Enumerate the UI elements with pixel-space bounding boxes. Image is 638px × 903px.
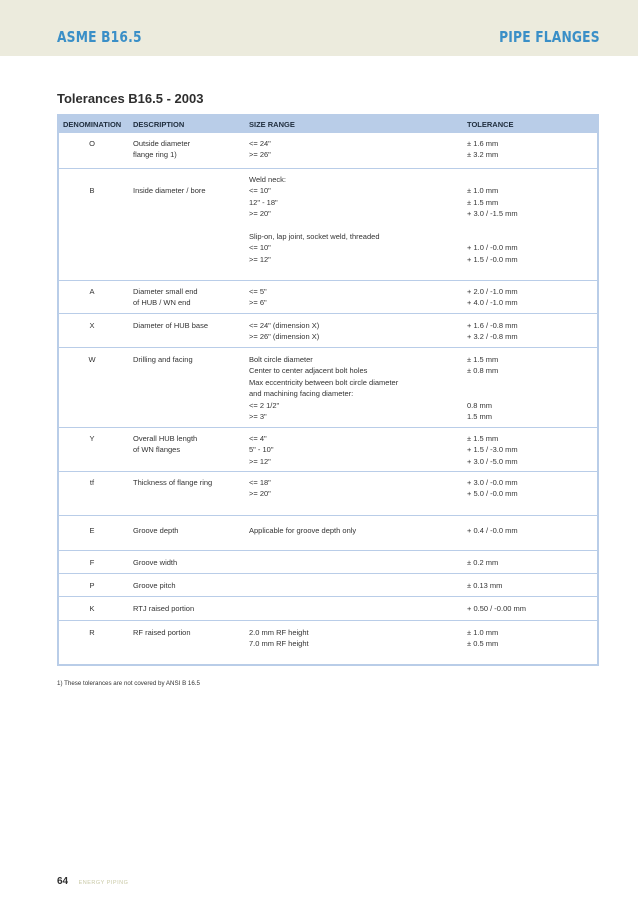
cell-size-range [245, 281, 463, 314]
cell-description-line: flange ring 1) [133, 150, 177, 160]
tolerances-table [57, 114, 599, 666]
cell-size-range-line: >= 12" [249, 456, 271, 466]
cell-size-range-line: Bolt circle diameter [249, 355, 313, 364]
cell-description-line: Inside diameter / bore [133, 186, 206, 196]
cell-tolerance [463, 428, 597, 472]
cell-tolerance-line: + 1.6 / -0.8 mm [467, 321, 518, 330]
cell-description [129, 169, 245, 281]
cell-size-range [245, 133, 463, 169]
cell-description [129, 428, 245, 472]
table-header-row [59, 116, 597, 133]
cell-size-range-line: 7.0 mm RF height [249, 639, 309, 649]
cell-description-line: Groove width [133, 558, 178, 567]
cell-denomination: X [59, 314, 129, 348]
cell-size-range-line: >= 20" [249, 209, 271, 219]
cell-tolerance-line: + 3.0 / -5.0 mm [467, 456, 518, 466]
cell-tolerance-line: + 2.0 / -1.0 mm [467, 287, 518, 296]
cell-denomination: Y [59, 428, 129, 472]
cell-tolerance-line [467, 174, 593, 185]
cell-size-range-line: <= 4" [249, 434, 267, 443]
page-number: 64 [57, 876, 69, 887]
column-header-description: DESCRIPTION [129, 116, 245, 133]
cell-size-range-line [249, 557, 459, 568]
cell-tolerance [463, 133, 597, 169]
cell-size-range-line: >= 26" (dimension X) [249, 332, 320, 342]
cell-size-range-line: Center to center adjacent bolt holes [249, 366, 368, 376]
cell-description-line: Diameter small end [133, 287, 198, 296]
cell-denomination: K [59, 597, 129, 621]
cell-description [129, 574, 245, 597]
cell-denomination: tf [59, 472, 129, 516]
cell-tolerance-line [467, 388, 593, 399]
cell-tolerance [463, 314, 597, 348]
cell-size-range [245, 314, 463, 348]
cell-size-range [245, 516, 463, 551]
cell-tolerance [463, 621, 597, 667]
cell-size-range-line: >= 12" [249, 254, 271, 264]
cell-size-range [245, 597, 463, 621]
cell-size-range-line [249, 603, 459, 614]
cell-denomination: R [59, 621, 129, 667]
cell-description [129, 551, 245, 574]
cell-tolerance-line: + 0.50 / -0.00 mm [467, 604, 526, 613]
cell-size-range [245, 472, 463, 516]
table-row [59, 574, 597, 597]
cell-description-line: Outside diameter [133, 139, 191, 148]
cell-description [129, 314, 245, 348]
cell-tolerance-line: + 3.0 / -1.5 mm [467, 209, 518, 219]
cell-description [129, 472, 245, 516]
cell-size-range-line: Max eccentricity between bolt circle diameter [249, 377, 399, 387]
cell-tolerance [463, 516, 597, 551]
cell-description-line: Drilling and facing [133, 355, 193, 364]
table-row [59, 314, 597, 348]
table-row [59, 597, 597, 621]
cell-size-range [245, 621, 463, 667]
cell-tolerance-line: ± 1.0 mm [467, 628, 499, 637]
cell-denomination: A [59, 281, 129, 314]
cell-size-range-line: <= 10" [249, 243, 271, 253]
cell-size-range [245, 348, 463, 428]
column-header-denomination: DENOMINATION [59, 116, 129, 133]
cell-size-range-line: 12" - 18" [249, 197, 278, 207]
cell-size-range-line: <= 2 1/2" [249, 400, 280, 410]
table-row [59, 281, 597, 314]
cell-tolerance [463, 597, 597, 621]
cell-description-line: RTJ raised portion [133, 604, 195, 613]
cell-tolerance-line [467, 377, 593, 388]
cell-size-range [245, 169, 463, 281]
header-section-title: ASME B16.5 [57, 28, 142, 46]
cell-size-range [245, 551, 463, 574]
cell-tolerance-line: ± 1.5 mm [467, 197, 499, 207]
column-header-size-range: SIZE RANGE [245, 116, 463, 133]
cell-description-line: Groove pitch [133, 581, 176, 590]
cell-size-range-line: Slip-on, lap joint, socket weld, threaded [249, 232, 380, 242]
cell-tolerance-line: ± 0.13 mm [467, 581, 503, 590]
cell-description [129, 597, 245, 621]
cell-description-line: RF raised portion [133, 628, 191, 637]
table-row [59, 348, 597, 428]
cell-tolerance-line: ± 1.5 mm [467, 355, 499, 364]
cell-tolerance-line: ± 1.5 mm [467, 434, 499, 443]
cell-tolerance-line: + 5.0 / -0.0 mm [467, 489, 518, 499]
cell-size-range-line: 5" - 10" [249, 445, 274, 455]
cell-size-range-line: <= 24" [249, 139, 271, 148]
column-header-tolerance: TOLERANCE [463, 116, 597, 133]
page-header [0, 0, 638, 56]
cell-tolerance-line: ± 1.0 mm [467, 186, 499, 196]
cell-size-range-line: >= 3" [249, 412, 267, 422]
cell-tolerance-line [467, 231, 593, 242]
cell-description [129, 281, 245, 314]
cell-description [129, 516, 245, 551]
cell-size-range-line: Weld neck: [249, 175, 286, 184]
table-row [59, 472, 597, 516]
cell-size-range-line: <= 5" [249, 287, 267, 296]
cell-size-range-line: >= 26" [249, 150, 271, 160]
cell-size-range-line: and machining facing diameter: [249, 389, 354, 399]
cell-tolerance-line: ± 3.2 mm [467, 150, 499, 160]
cell-denomination: F [59, 551, 129, 574]
table-row [59, 551, 597, 574]
cell-tolerance-line: 1.5 mm [467, 412, 493, 422]
cell-denomination: O [59, 133, 129, 169]
footnote: 1) These tolerances are not covered by ANSI B 16.5 [57, 680, 200, 687]
cell-description-line [133, 174, 241, 185]
cell-denomination: W [59, 348, 129, 428]
cell-tolerance-line [467, 220, 593, 231]
cell-size-range-line: <= 24" (dimension X) [249, 321, 320, 330]
cell-size-range-line: >= 6" [249, 298, 267, 308]
cell-size-range-line: Applicable for groove depth only [249, 526, 357, 535]
page-footer [57, 871, 128, 889]
cell-size-range-line [249, 580, 459, 591]
cell-tolerance-line: + 4.0 / -1.0 mm [467, 298, 518, 308]
header-category-title: PIPE FLANGES [499, 28, 600, 46]
cell-description-line: of WN flanges [133, 445, 181, 455]
cell-description [129, 348, 245, 428]
cell-tolerance-line: ± 0.8 mm [467, 366, 499, 376]
table-row [59, 133, 597, 169]
cell-denomination: B [59, 169, 129, 281]
table-row [59, 621, 597, 667]
table-row [59, 516, 597, 551]
cell-tolerance-line: ± 0.2 mm [467, 558, 499, 567]
footer-brand: ENERGY PIPING [78, 880, 129, 886]
cell-denomination: P [59, 574, 129, 597]
cell-size-range [245, 428, 463, 472]
cell-size-range-line: 2.0 mm RF height [249, 628, 309, 637]
cell-size-range-line: <= 18" [249, 478, 271, 487]
cell-description [129, 621, 245, 667]
table-row [59, 428, 597, 472]
cell-description-line: Overall HUB length [133, 434, 198, 443]
page-title: Tolerances B16.5 - 2003 [57, 91, 204, 106]
cell-tolerance [463, 348, 597, 428]
cell-tolerance-line: + 1.0 / -0.0 mm [467, 243, 518, 253]
cell-tolerance-line: + 1.5 / -0.0 mm [467, 254, 518, 264]
cell-description-line: of HUB / WN end [133, 298, 191, 308]
cell-tolerance-line: + 3.2 / -0.8 mm [467, 332, 518, 342]
cell-tolerance-line: ± 0.5 mm [467, 639, 499, 649]
cell-tolerance [463, 281, 597, 314]
cell-denomination: E [59, 516, 129, 551]
cell-size-range-line [249, 220, 459, 231]
cell-description [129, 133, 245, 169]
cell-description-line: Diameter of HUB base [133, 321, 209, 330]
cell-tolerance [463, 574, 597, 597]
cell-tolerance-line: ± 1.6 mm [467, 139, 499, 148]
cell-tolerance-line: + 0.4 / -0.0 mm [467, 526, 518, 535]
cell-tolerance [463, 551, 597, 574]
cell-tolerance-line: + 1.5 / -3.0 mm [467, 445, 518, 455]
cell-tolerance [463, 169, 597, 281]
cell-description-line: Thickness of flange ring [133, 478, 213, 487]
cell-description-line: Groove depth [133, 526, 179, 535]
table-body [59, 133, 597, 667]
cell-size-range-line: <= 10" [249, 186, 271, 196]
cell-tolerance-line: 0.8 mm [467, 400, 493, 410]
cell-tolerance-line: + 3.0 / -0.0 mm [467, 478, 518, 487]
cell-tolerance [463, 472, 597, 516]
cell-size-range-line: >= 20" [249, 489, 271, 499]
cell-size-range [245, 574, 463, 597]
table-row [59, 169, 597, 281]
